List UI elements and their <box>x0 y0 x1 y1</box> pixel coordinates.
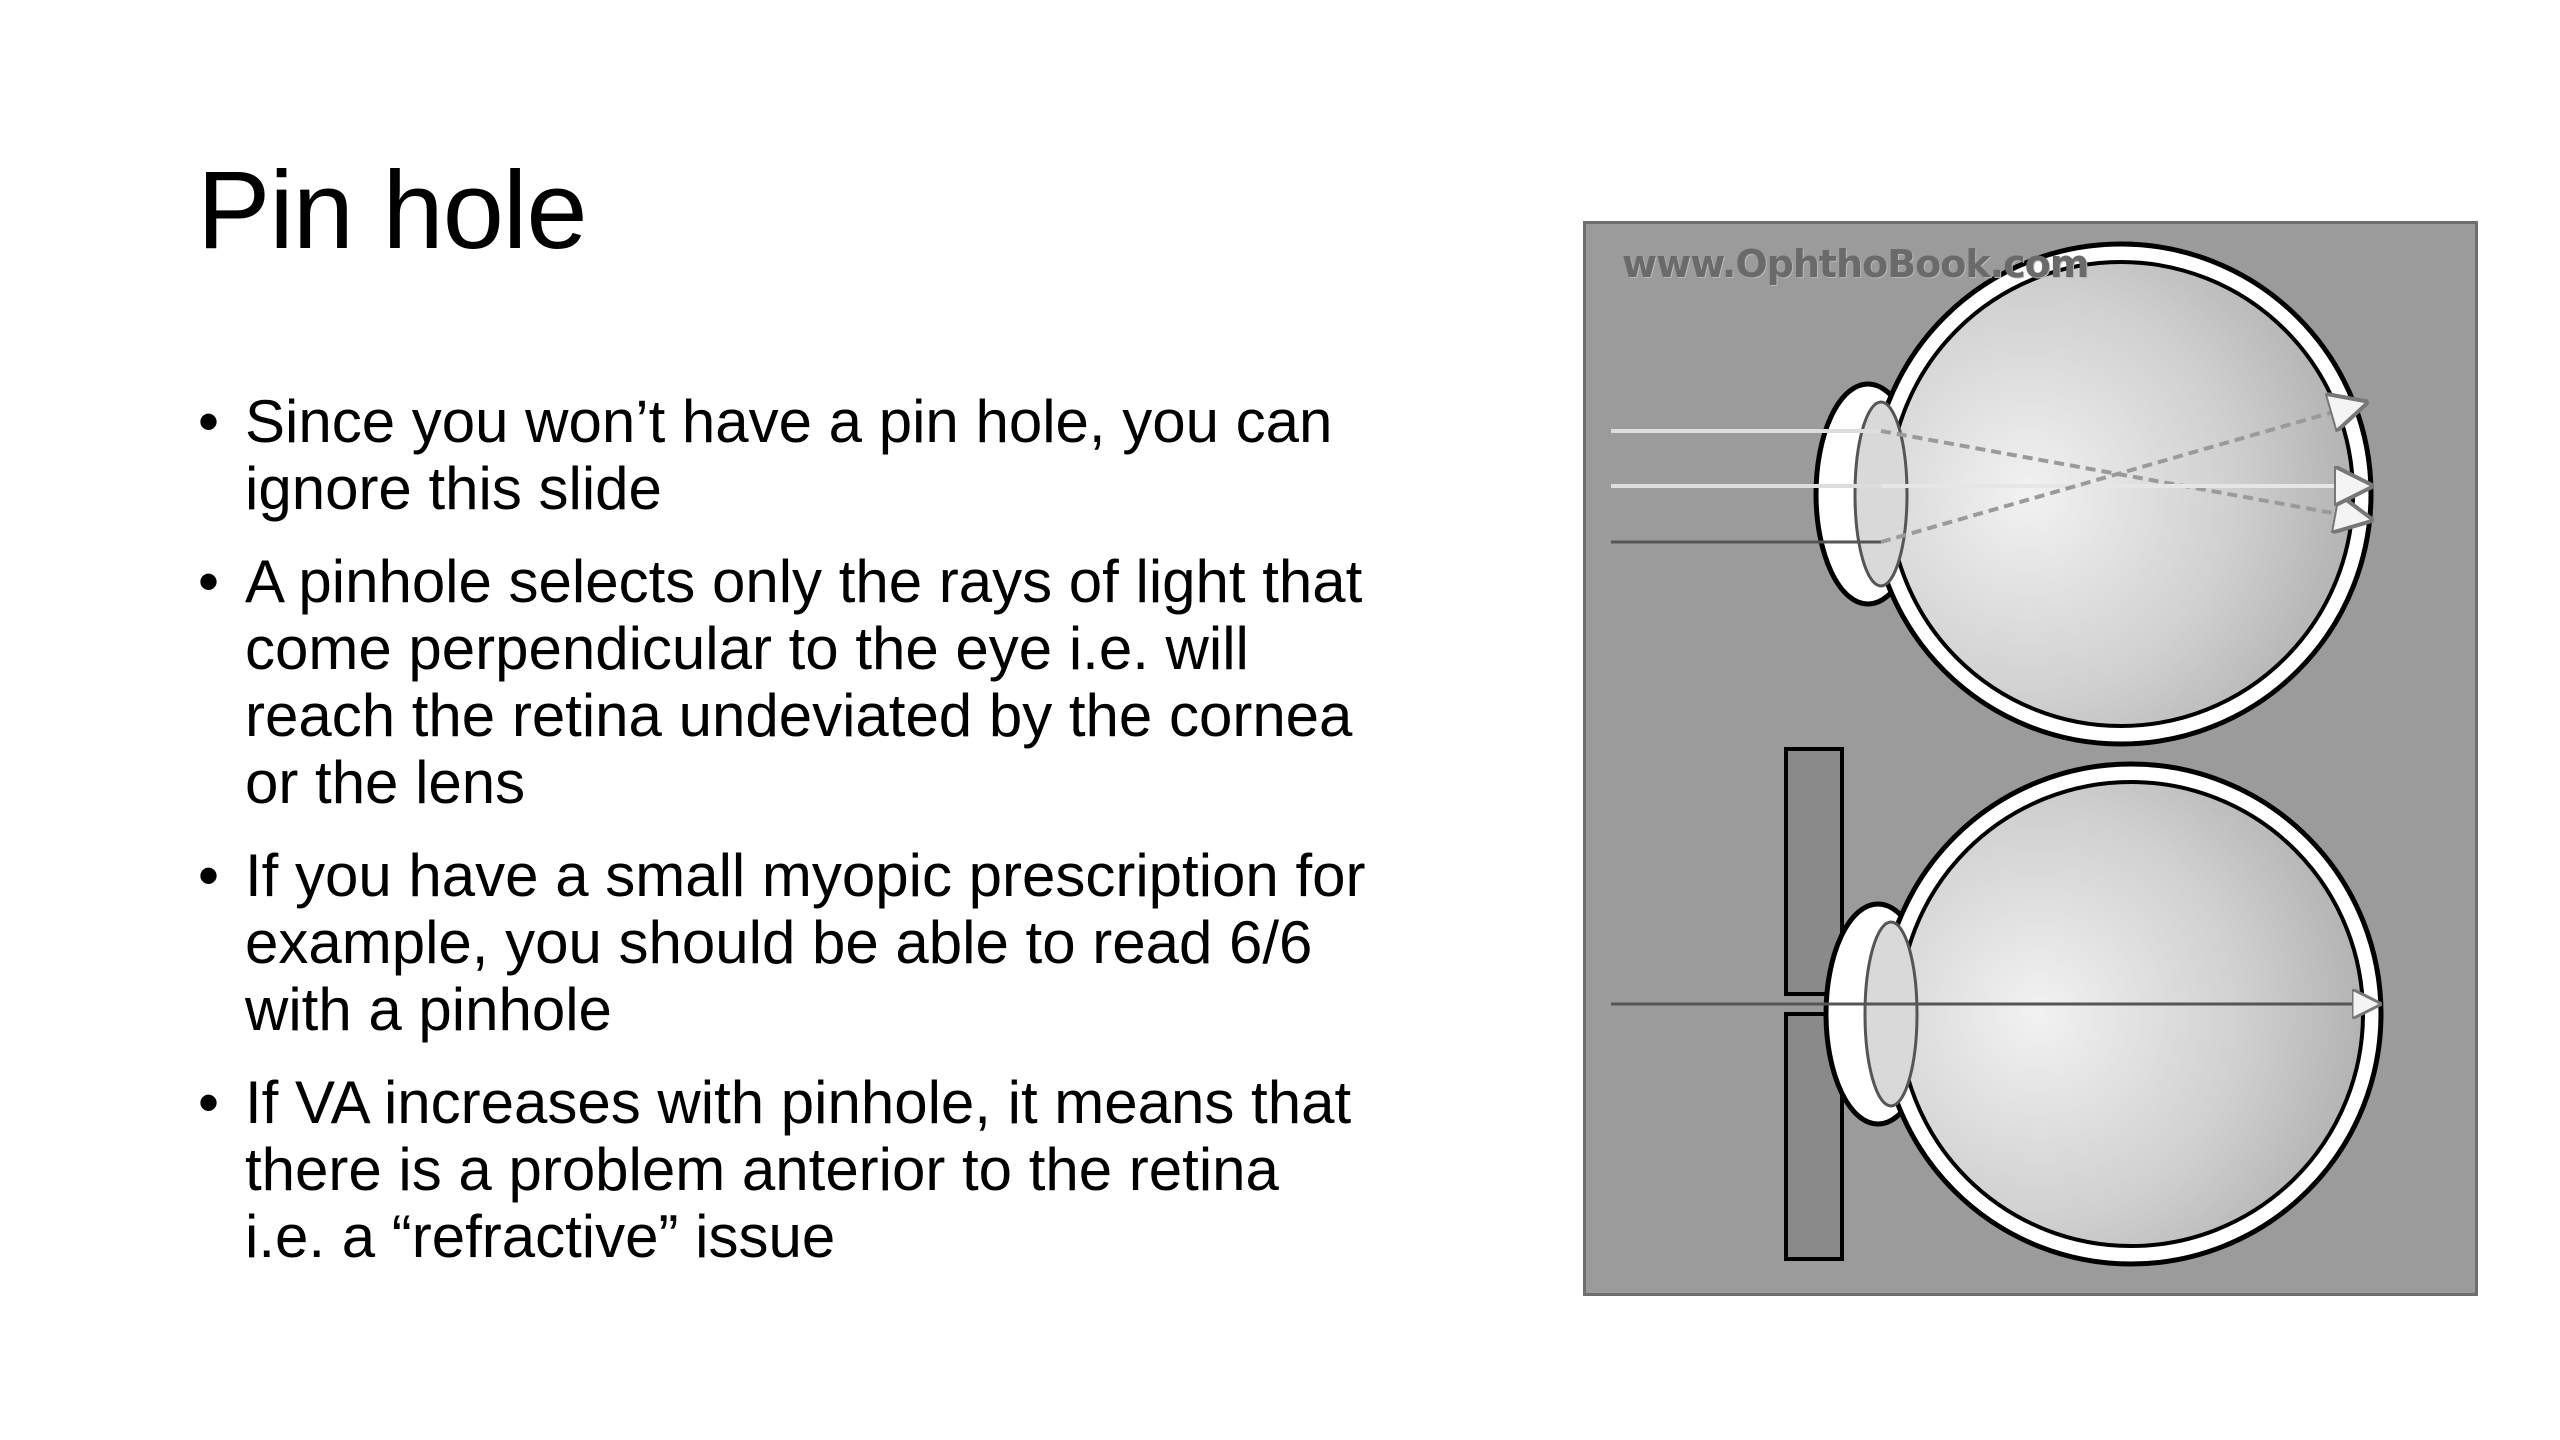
bullet-line: with a pinhole <box>245 976 612 1043</box>
bullet-line: If you have a small myopic prescription for <box>245 842 1366 909</box>
bullet-icon: • <box>198 548 220 615</box>
bullet-line: example, you should be able to read 6/6 <box>245 909 1313 976</box>
lens-shape <box>1865 922 1917 1106</box>
eye-diagram-svg <box>1586 224 2478 1296</box>
bullet-item <box>190 1069 1490 1270</box>
slide-title: Pin hole <box>197 149 587 272</box>
bullet-list <box>190 388 1490 1296</box>
pinhole-diagram <box>1583 221 2478 1296</box>
bullet-line: there is a problem anterior to the retina <box>245 1136 1279 1203</box>
bullet-icon: • <box>198 842 220 909</box>
eyeball-shape <box>1889 262 2353 726</box>
eyeball-shape <box>1899 782 2363 1246</box>
bullet-line: ignore this slide <box>245 455 662 522</box>
bullet-icon: • <box>198 1069 220 1136</box>
bullet-line: reach the retina undeviated by the cornea <box>245 682 1353 749</box>
bullet-line: or the lens <box>245 749 526 816</box>
bullet-item <box>190 548 1490 816</box>
bottom-eye-icon <box>1611 764 2381 1264</box>
bullet-line: If VA increases with pinhole, it means that <box>245 1069 1352 1136</box>
bullet-icon: • <box>198 388 220 455</box>
watermark-text: www.OphthoBook.com <box>1622 242 2089 286</box>
bullet-line: Since you won’t have a pin hole, you can <box>245 388 1333 455</box>
bullet-item <box>190 388 1490 522</box>
bullet-line: i.e. a “refractive” issue <box>245 1203 836 1270</box>
top-eye-icon <box>1611 244 2371 744</box>
bullet-line: come perpendicular to the eye i.e. will <box>245 615 1249 682</box>
bullet-item <box>190 842 1490 1043</box>
bullet-line: A pinhole selects only the rays of light that <box>245 548 1363 615</box>
